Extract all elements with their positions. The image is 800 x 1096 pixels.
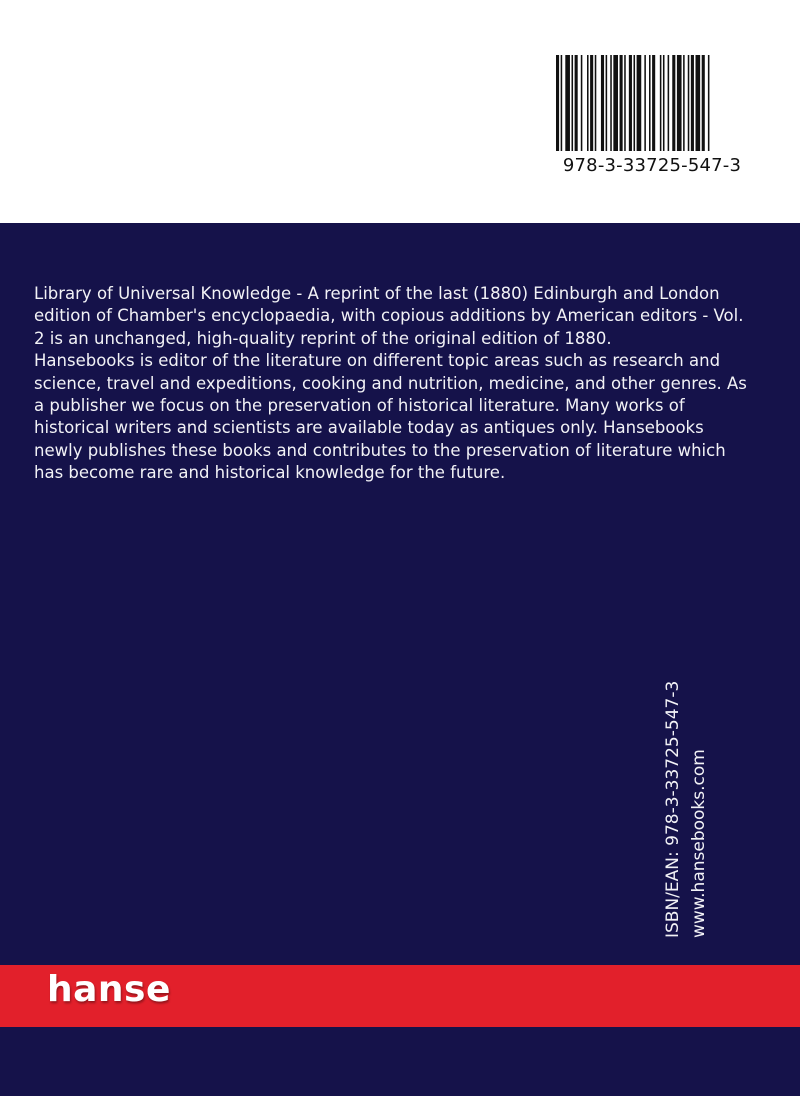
barcode-bars [556,55,748,151]
barcode-bar [677,55,682,151]
barcode-bar [663,55,665,151]
barcode-bar [556,55,559,151]
barcode-bar [652,55,655,151]
barcode-bar [606,55,608,151]
publisher-info-vertical [660,648,750,938]
barcode-bar [702,55,705,151]
barcode-bar [595,55,597,151]
brand-bar [0,965,800,1027]
barcode-bar [691,55,694,151]
website-link[interactable]: www.hansebooks.com [689,749,709,938]
barcode-bar [581,55,583,151]
barcode-bar [601,55,604,151]
barcode-bar [634,55,636,151]
barcode-bar [660,55,662,151]
barcode-bar [668,55,670,151]
barcode-bar [590,55,593,151]
isbn-text: ISBN/EAN: 978-3-33725-547-3 [663,680,683,938]
barcode-bar [708,55,710,151]
barcode-bar [672,55,675,151]
barcode [552,55,752,185]
barcode-bar [575,55,578,151]
barcode-bar [587,55,589,151]
barcode-bar [620,55,623,151]
barcode-bar [613,55,618,151]
barcode-bar [637,55,642,151]
barcode-bar [561,55,563,151]
back-cover-panel [0,223,800,1096]
barcode-bar [572,55,574,151]
barcode-number: 978-3-33725-547-3 [562,155,742,176]
barcode-bar [649,55,651,151]
barcode-bar [696,55,701,151]
barcode-bar [683,55,685,151]
barcode-bar [644,55,646,151]
barcode-bar [565,55,570,151]
barcode-bar [688,55,690,151]
barcode-bar [610,55,612,151]
top-white-band [0,0,800,223]
barcode-bar [629,55,632,151]
barcode-bar [624,55,626,151]
book-description: Library of Universal Knowledge - A reprint of the last (1880) Edinburgh and London edition of Chamber's encyclopaedia, with copious additions by American editors - Vol. 2 is an unchanged, high-quality reprint of the original edition of 1880. Hansebooks is editor of the literature on different topic areas such as research and science, travel and expeditions, cooking and nutrition, medicine, and other genres. As a publisher we focus on the preservation of historical literature. Many works of historical writers and scientists are available today as antiques only. Hansebooks newly publishes these books and contributes to the preservation of literature which has become rare and historical knowledge for the future. [34,284,747,483]
hanse-logo: hanse [47,969,171,1010]
